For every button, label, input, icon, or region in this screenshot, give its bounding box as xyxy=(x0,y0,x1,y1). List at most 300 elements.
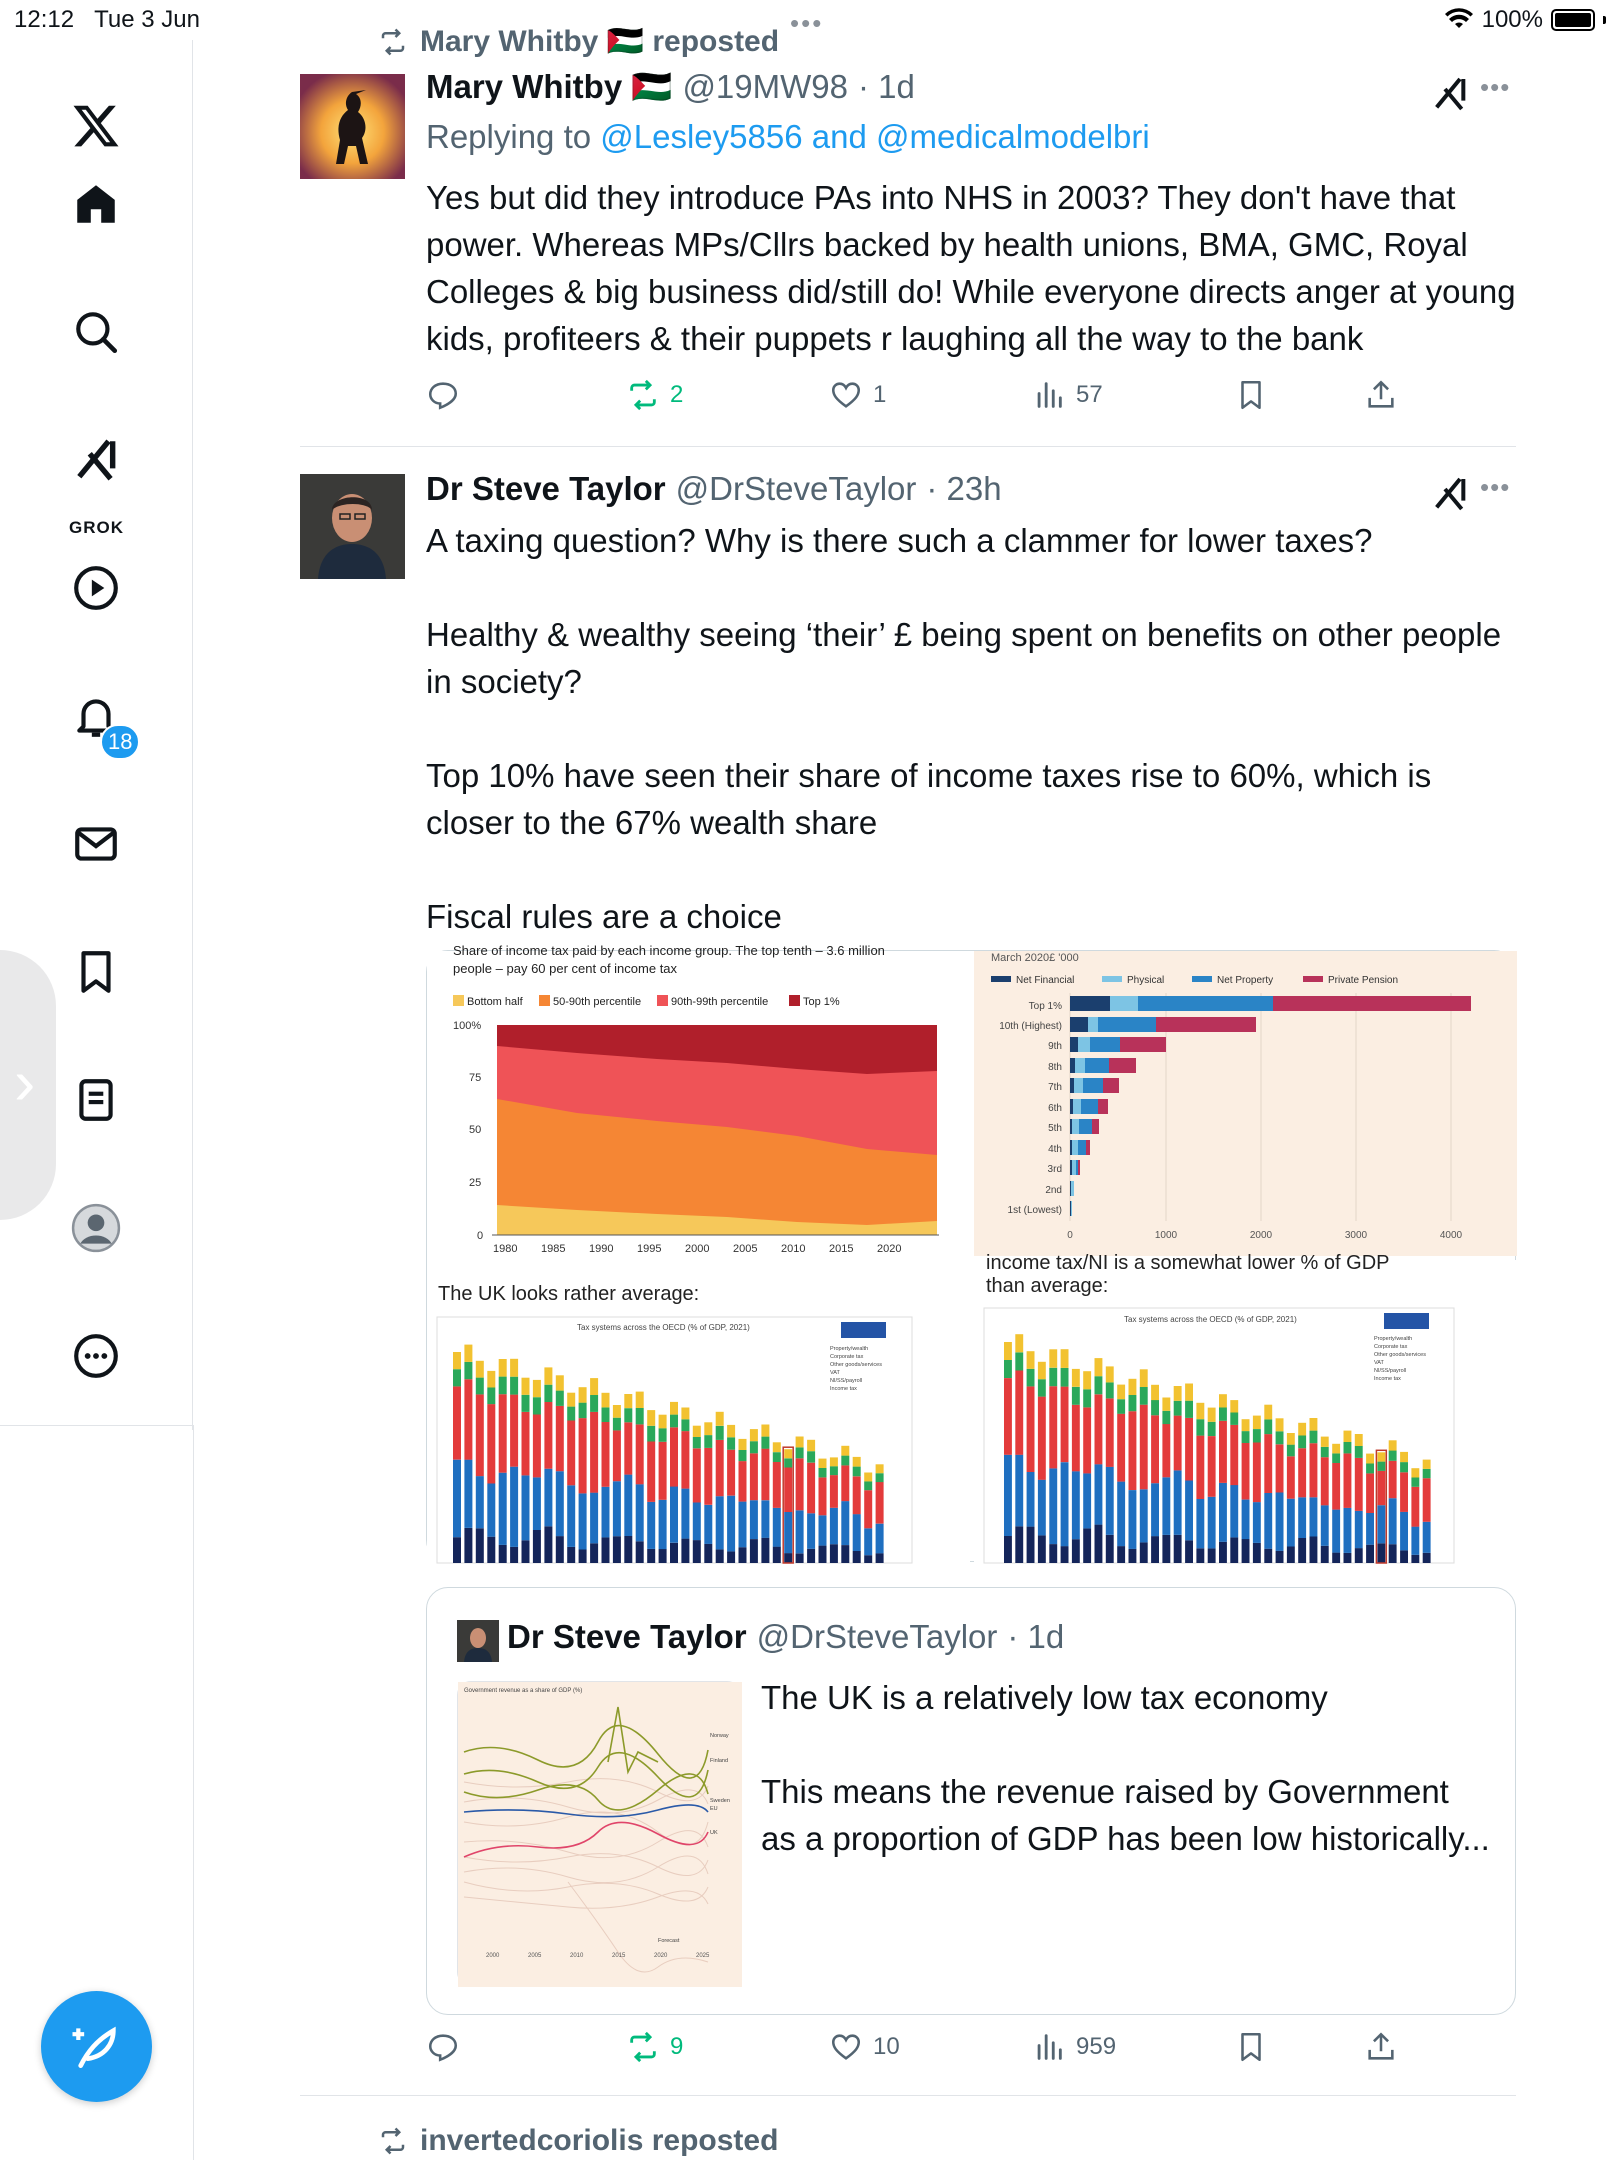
author-handle[interactable]: @19MW98 xyxy=(682,68,848,105)
author-name[interactable]: Dr Steve Taylor xyxy=(426,470,666,507)
oecd-bar-segment xyxy=(1117,1414,1125,1482)
bookmark-icon xyxy=(1234,2030,1268,2064)
oecd-bar-segment xyxy=(1366,1454,1374,1464)
oecd-bar-segment xyxy=(1355,1434,1363,1446)
post-more-icon[interactable]: ••• xyxy=(1480,472,1511,502)
like-count: 10 xyxy=(873,2033,900,2060)
oecd-bar-segment xyxy=(1377,1505,1385,1543)
oecd-bar-segment xyxy=(1174,1535,1182,1563)
author-name[interactable]: Mary Whitby 🇵🇸 xyxy=(426,68,673,105)
heart-icon xyxy=(829,378,863,412)
chart1-ytick-4: 0 xyxy=(477,1230,484,1242)
grok-label: GROK xyxy=(69,518,124,537)
more-options-icon[interactable] xyxy=(58,1318,134,1394)
oecd-bar-segment xyxy=(533,1397,541,1414)
oecd-bar-segment xyxy=(1321,1457,1329,1505)
oecd-bar-segment xyxy=(1264,1549,1272,1563)
oecd-bar-segment xyxy=(1411,1487,1419,1527)
chart2-legend-0: Net Financial xyxy=(1016,975,1075,986)
oecd-bar-segment xyxy=(636,1541,644,1563)
oecd-bar-segment xyxy=(1321,1437,1329,1447)
oecd-bar-segment xyxy=(1027,1472,1035,1527)
oecd-bar-segment xyxy=(750,1539,758,1563)
like-button[interactable] xyxy=(829,2030,900,2064)
oecd-bar-segment xyxy=(1423,1478,1431,1522)
oecd-bar-segment xyxy=(1196,1403,1204,1419)
oecd-bar-segment xyxy=(819,1459,827,1468)
x-logo-icon[interactable] xyxy=(58,88,134,164)
status-date: Tue 3 Jun xyxy=(94,6,200,33)
post-time[interactable]: · 23h xyxy=(926,470,1002,507)
oecd-bar-segment xyxy=(1106,1382,1114,1398)
chart2-subtitle: March 2020£ '000 xyxy=(991,952,1079,964)
oecd-bar-segment xyxy=(1095,1376,1103,1394)
oecd-bar-segment xyxy=(853,1551,861,1563)
oecd-bar-segment xyxy=(1129,1395,1137,1411)
oecd-bar-segment xyxy=(1253,1502,1261,1543)
media-image-oecd-tax-systems[interactable] xyxy=(427,1260,970,1563)
oecd-bar-segment xyxy=(1038,1362,1046,1379)
oecd-bar-segment xyxy=(613,1405,621,1418)
oecd-bar-segment xyxy=(1332,1553,1340,1563)
oecd-bar-segment xyxy=(499,1473,507,1545)
oecd-bar-segment xyxy=(1038,1535,1046,1563)
media-image-oecd-income-tax[interactable] xyxy=(974,1252,1517,1563)
post-author-row[interactable] xyxy=(426,470,1002,508)
oecd-bar-segment xyxy=(1276,1493,1284,1551)
oecd-bar-segment xyxy=(453,1386,461,1459)
chart4-legend-3: VAT xyxy=(1374,1360,1384,1366)
oecd-bar-segment xyxy=(1411,1478,1419,1487)
oecd-bar-segment xyxy=(476,1476,484,1528)
quote-image-xtick-5: 2025 xyxy=(696,1953,710,1959)
oecd-bar-segment xyxy=(533,1415,541,1478)
chart4-inner-title: Tax systems across the OECD (% of GDP, 2021) xyxy=(1124,1315,1297,1324)
oecd-bar-segment xyxy=(1140,1405,1148,1490)
oecd-bar-segment xyxy=(739,1450,747,1461)
oecd-bar-segment xyxy=(807,1451,815,1462)
oecd-bar-segment xyxy=(693,1540,701,1563)
oecd-bar-segment xyxy=(613,1481,621,1536)
oecd-bar-segment xyxy=(1049,1386,1057,1468)
oecd-bar-segment xyxy=(602,1393,610,1408)
oecd-bar-segment xyxy=(670,1427,678,1486)
avatar[interactable] xyxy=(300,74,405,179)
post-time[interactable]: · 1d xyxy=(858,68,915,105)
oecd-bar-segment xyxy=(876,1464,884,1473)
oecd-bar-segment xyxy=(1129,1379,1137,1395)
oecd-bar-segment xyxy=(853,1467,861,1477)
repost-icon xyxy=(626,2030,660,2064)
oecd-bar-segment xyxy=(1242,1500,1250,1540)
oecd-bar-segment xyxy=(1310,1418,1318,1431)
oecd-bar-segment xyxy=(624,1408,632,1422)
oecd-bar-segment xyxy=(636,1392,644,1408)
oecd-bar-segment xyxy=(761,1449,769,1501)
repost-button[interactable] xyxy=(626,2030,683,2064)
oecd-bar-segment xyxy=(1287,1547,1295,1564)
oecd-bar-segment xyxy=(487,1537,495,1563)
grok-explain-icon[interactable] xyxy=(1430,74,1470,114)
views-bars-icon xyxy=(1032,378,1066,412)
quote-media-image[interactable] xyxy=(457,1681,741,1986)
oecd-bar-segment xyxy=(636,1484,644,1541)
oecd-bar-segment xyxy=(1174,1386,1182,1401)
oecd-bar-segment xyxy=(1129,1549,1137,1563)
oecd-bar-segment xyxy=(1196,1548,1204,1563)
avatar[interactable] xyxy=(457,1620,499,1662)
oecd-bar-segment xyxy=(1377,1543,1385,1563)
quote-image-label-3: EU xyxy=(710,1806,718,1812)
oecd-bar-segment xyxy=(544,1367,552,1384)
profile-avatar-icon[interactable] xyxy=(58,1190,134,1266)
oecd-bar-segment xyxy=(1185,1384,1193,1401)
oecd-bar-segment xyxy=(784,1553,792,1563)
oecd-bar-segment xyxy=(1106,1535,1114,1563)
chart1-xtick-1: 1985 xyxy=(541,1243,566,1255)
oecd-bar-segment xyxy=(1015,1455,1023,1527)
quote-time[interactable]: · 1d xyxy=(1007,1618,1065,1655)
chart4-caption-line2: than average: xyxy=(986,1275,1109,1297)
post-text: A taxing question? Why is there such a clammer for lower taxes? Healthy & wealthy seeing ‘their’ £ being spent on benefits on other people in society? Top 10% have seen their share of income taxes rise to 60%, which is closer to the 67% wealth share Fiscal rules are a choice xyxy=(426,522,1502,935)
messages-envelope-icon[interactable] xyxy=(58,806,134,882)
oecd-bar-segment xyxy=(1332,1444,1340,1454)
oecd-bar-segment xyxy=(1095,1464,1103,1524)
oecd-bar-segment xyxy=(1355,1446,1363,1458)
share-upload-icon xyxy=(1364,2030,1398,2064)
oecd-bar-segment xyxy=(1400,1550,1408,1563)
oecd-bar-segment xyxy=(1219,1542,1227,1563)
oecd-bar-segment xyxy=(681,1489,689,1539)
oecd-bar-segment xyxy=(1219,1394,1227,1407)
oecd-bar-segment xyxy=(579,1418,587,1493)
oecd-bar-segment xyxy=(1264,1405,1272,1420)
sidebar xyxy=(0,40,193,1430)
oecd-bar-segment xyxy=(579,1387,587,1403)
oecd-bar-segment xyxy=(464,1379,472,1460)
replying-to xyxy=(426,118,1150,156)
post-author-row[interactable] xyxy=(426,68,915,107)
oecd-bar-segment xyxy=(1298,1497,1306,1538)
oecd-bar-segment xyxy=(1117,1399,1125,1414)
view-count: 57 xyxy=(1076,381,1103,408)
oecd-bar-segment xyxy=(659,1549,667,1563)
oecd-bar-segment xyxy=(1400,1472,1408,1512)
oecd-bar-segment xyxy=(1129,1411,1137,1490)
liverbird-avatar-image xyxy=(300,74,405,179)
bookmark-button[interactable] xyxy=(1234,2030,1268,2064)
compose-post-button[interactable] xyxy=(41,1991,152,2102)
oecd-bar-segment xyxy=(499,1377,507,1395)
oecd-bar-segment xyxy=(624,1394,632,1408)
oecd-bar-segment xyxy=(522,1475,530,1540)
like-button[interactable] xyxy=(829,378,886,412)
quote-image-xtick-1: 2005 xyxy=(528,1953,542,1959)
oecd-bar-segment xyxy=(1276,1431,1284,1444)
compose-feather-icon xyxy=(69,2019,125,2075)
oecd-bar-segment xyxy=(1196,1436,1204,1499)
oecd-bar-segment xyxy=(1185,1401,1193,1418)
oecd-bar-segment xyxy=(487,1484,495,1537)
oecd-bar-segment xyxy=(1015,1352,1023,1370)
oecd-bar-segment xyxy=(1027,1386,1035,1472)
oecd-bar-segment xyxy=(1083,1473,1091,1528)
oecd-bar-segment xyxy=(773,1442,781,1452)
oecd-bar-segment xyxy=(1196,1419,1204,1435)
oecd-bar-segment xyxy=(556,1471,564,1536)
oecd-bar-segment xyxy=(819,1478,827,1516)
oecd-bar-segment xyxy=(876,1524,884,1554)
oecd-bar-segment xyxy=(1321,1505,1329,1546)
oecd-bar-segment xyxy=(1423,1469,1431,1478)
oecd-bar-segment xyxy=(1095,1525,1103,1563)
chart4-legend-5: Income tax xyxy=(1374,1376,1401,1382)
oecd-bar-segment xyxy=(533,1530,541,1563)
oecd-bar-segment xyxy=(1219,1483,1227,1542)
oecd-bar-segment xyxy=(1208,1436,1216,1497)
replying-to-handles[interactable]: @Lesley5856 and @medicalmodelbri xyxy=(600,118,1150,155)
oecd-bar-segment xyxy=(670,1487,678,1543)
oecd-bar-segment xyxy=(1242,1431,1250,1443)
oecd-bar-segment xyxy=(693,1502,701,1540)
oecd-bar-segment xyxy=(1095,1394,1103,1464)
oecd-bar-segment xyxy=(1366,1545,1374,1563)
chart1-legend-0: Bottom half xyxy=(467,996,523,1008)
oecd-bar-segment xyxy=(1049,1349,1057,1367)
chart2-cat-3: 8th xyxy=(1048,1062,1062,1073)
oecd-bar-segment xyxy=(853,1476,861,1514)
oecd-bar-segment xyxy=(773,1547,781,1563)
oecd-bar-segment xyxy=(544,1385,552,1402)
oecd-bar-segment xyxy=(647,1410,655,1426)
lists-icon[interactable] xyxy=(58,1062,134,1138)
reply-button[interactable] xyxy=(426,2030,460,2064)
oecd-bar-segment xyxy=(1310,1537,1318,1564)
chart3-legend-2: Other goods/services xyxy=(830,1362,882,1368)
grok-icon[interactable] xyxy=(58,422,134,498)
oecd-bar-segment xyxy=(727,1437,735,1449)
replying-to-prefix: Replying to xyxy=(426,118,601,155)
oecd-bar-segment xyxy=(464,1362,472,1379)
oecd-bar-segment xyxy=(476,1361,484,1378)
oecd-bar-segment xyxy=(853,1514,861,1551)
views-button[interactable] xyxy=(1032,378,1103,412)
oecd-bar-segment xyxy=(1366,1464,1374,1474)
oecd-bar-segment xyxy=(1321,1546,1329,1563)
oecd-bar-segment xyxy=(1049,1468,1057,1544)
quote-author-row[interactable] xyxy=(507,1618,1064,1656)
oecd-bar-segment xyxy=(1151,1400,1159,1415)
oecd-bar-segment xyxy=(510,1547,518,1563)
oecd-bar-segment xyxy=(1038,1379,1046,1396)
oecd-bar-segment xyxy=(1174,1470,1182,1534)
oecd-bar-segment xyxy=(1287,1445,1295,1457)
oecd-bar-segment xyxy=(1423,1553,1431,1563)
oecd-bar-segment xyxy=(1253,1429,1261,1442)
oecd-bar-segment xyxy=(647,1549,655,1563)
quote-author-handle[interactable]: @DrSteveTaylor xyxy=(756,1618,998,1655)
oecd-bar-segment xyxy=(1411,1555,1419,1563)
repost-context[interactable] xyxy=(378,24,779,59)
chart2-cat-4: 7th xyxy=(1048,1082,1062,1093)
oecd-bar-segment xyxy=(1264,1493,1272,1549)
chart3-legend-4: NI/SS/payroll xyxy=(830,1378,863,1384)
multitask-dots-icon[interactable]: ••• xyxy=(790,8,824,38)
oecd-bar-segment xyxy=(624,1422,632,1474)
oecd-bar-segment xyxy=(1287,1499,1295,1547)
oecd-bar-segment xyxy=(704,1422,712,1435)
oecd-bar-segment xyxy=(453,1537,461,1563)
oecd-bar-segment xyxy=(1072,1539,1080,1563)
oecd-bar-segment xyxy=(1061,1462,1069,1546)
oecd-bar-segment xyxy=(636,1408,644,1424)
chart1-title-line2: people – pay 60 per cent of income tax xyxy=(453,961,678,976)
oecd-bar-segment xyxy=(1344,1431,1352,1442)
oecd-bar-segment xyxy=(1072,1405,1080,1472)
oecd-bar-segment xyxy=(1310,1431,1318,1444)
oecd-bar-segment xyxy=(602,1487,610,1538)
home-icon[interactable] xyxy=(58,166,134,242)
search-icon[interactable] xyxy=(58,294,134,370)
chevron-right-icon: › xyxy=(14,1046,36,1118)
oecd-bar-segment xyxy=(841,1501,849,1545)
sidebar-drawer-handle[interactable] xyxy=(0,950,56,1220)
oecd-bar-segment xyxy=(716,1426,724,1440)
media-image-wealth-deciles[interactable] xyxy=(974,951,1517,1256)
oecd-bar-segment xyxy=(1344,1508,1352,1553)
oecd-bar-segment xyxy=(1117,1482,1125,1547)
author-photo-image xyxy=(300,474,405,579)
oecd-bar-segment xyxy=(533,1477,541,1530)
oecd-bar-segment xyxy=(693,1448,701,1502)
oecd-bar-segment xyxy=(727,1450,735,1496)
repost-button[interactable] xyxy=(626,378,683,412)
chart3-legend-5: Income tax xyxy=(830,1386,857,1392)
view-count: 959 xyxy=(1076,2033,1117,2060)
bookmarks-icon[interactable] xyxy=(58,934,134,1010)
chart1-xtick-2: 1990 xyxy=(589,1243,614,1255)
oecd-bar-segment xyxy=(510,1467,518,1547)
wifi-icon xyxy=(1444,8,1474,32)
chart4-legend-1: Corporate tax xyxy=(1374,1344,1408,1350)
chart1-xtick-5: 2005 xyxy=(733,1243,758,1255)
oecd-bar-segment xyxy=(784,1458,792,1467)
share-button[interactable] xyxy=(1364,2030,1398,2064)
oecd-bar-segment xyxy=(499,1394,507,1473)
oecd-bar-segment xyxy=(830,1475,838,1508)
oecd-bar-segment xyxy=(670,1415,678,1428)
chart3-legend-3: VAT xyxy=(830,1370,840,1376)
chart1-legend-3: Top 1% xyxy=(803,996,840,1008)
oecd-bar-segment xyxy=(1219,1421,1227,1483)
media-image-income-tax-share[interactable] xyxy=(427,943,970,1256)
oecd-bar-segment xyxy=(1400,1512,1408,1551)
chart1-xtick-7: 2015 xyxy=(829,1243,854,1255)
oecd-bar-segment xyxy=(1061,1349,1069,1368)
share-button[interactable] xyxy=(1364,378,1398,412)
chart2-xtick-1: 1000 xyxy=(1154,1230,1178,1241)
chart1-legend-2: 90th-99th percentile xyxy=(671,996,769,1008)
oecd-bar-segment xyxy=(784,1449,792,1458)
quote-image-label-1: Finland xyxy=(710,1758,729,1764)
oecd-bar-segment xyxy=(1219,1408,1227,1421)
oecd-bar-segment xyxy=(1061,1387,1069,1463)
oecd-bar-segment xyxy=(1129,1490,1137,1549)
oecd-bar-segment xyxy=(1106,1399,1114,1467)
oecd-bar-segment xyxy=(1253,1416,1261,1429)
oecd-bar-segment xyxy=(1208,1548,1216,1563)
oecd-bar-segment xyxy=(1140,1542,1148,1563)
oecd-bar-segment xyxy=(624,1536,632,1563)
video-play-icon[interactable] xyxy=(58,550,134,626)
oecd-bar-segment xyxy=(659,1428,667,1442)
oecd-bar-segment xyxy=(533,1380,541,1397)
chart1-xtick-6: 2010 xyxy=(781,1243,806,1255)
oecd-bar-segment xyxy=(590,1378,598,1395)
oecd-bar-segment xyxy=(567,1547,575,1563)
avatar[interactable] xyxy=(300,474,405,579)
oecd-bar-segment xyxy=(681,1408,689,1420)
oecd-bar-segment xyxy=(624,1475,632,1536)
oecd-bar-segment xyxy=(499,1359,507,1377)
quote-author-name[interactable]: Dr Steve Taylor xyxy=(507,1618,747,1655)
oecd-bar-segment xyxy=(670,1402,678,1415)
oecd-bar-segment xyxy=(464,1345,472,1362)
chart1-xtick-0: 1980 xyxy=(493,1243,518,1255)
views-button[interactable] xyxy=(1032,2030,1116,2064)
share-upload-icon xyxy=(1364,378,1398,412)
chart4-legend-0: Property/wealth xyxy=(1374,1336,1413,1342)
bookmark-button[interactable] xyxy=(1234,378,1268,412)
chart1-xtick-8: 2020 xyxy=(877,1243,902,1255)
chart4-caption-line1: income tax/NI is a somewhat lower % of GDP xyxy=(986,1252,1390,1274)
oecd-bar-segment xyxy=(613,1430,621,1481)
oecd-bar-segment xyxy=(727,1496,735,1552)
oecd-bar-segment xyxy=(1117,1385,1125,1400)
oecd-bar-segment xyxy=(1389,1498,1397,1544)
oecd-bar-segment xyxy=(556,1406,564,1471)
next-repost-label: invertedcoriolis reposted xyxy=(420,2124,779,2157)
oecd-bar-segment xyxy=(522,1540,530,1563)
oecd-bar-segment xyxy=(1038,1480,1046,1536)
quote-image-label-2: Sweden xyxy=(710,1798,730,1804)
reply-button[interactable] xyxy=(426,378,460,412)
media-grid[interactable] xyxy=(426,943,1516,1562)
quoted-post[interactable] xyxy=(426,1587,1516,2015)
oecd-bar-segment xyxy=(1276,1418,1284,1431)
oecd-bar-segment xyxy=(796,1458,804,1510)
oecd-bar-segment xyxy=(864,1490,872,1528)
oecd-bar-segment xyxy=(1004,1378,1012,1455)
repost-context[interactable] xyxy=(378,2124,778,2158)
oecd-bar-segment xyxy=(704,1505,712,1544)
oecd-bar-segment xyxy=(807,1513,815,1549)
oecd-bar-segment xyxy=(784,1512,792,1553)
post-more-icon[interactable]: ••• xyxy=(1480,72,1511,102)
author-handle[interactable]: @DrSteveTaylor xyxy=(675,470,917,507)
oecd-bar-segment xyxy=(1332,1510,1340,1553)
oecd-bar-segment xyxy=(876,1482,884,1524)
oecd-bar-segment xyxy=(864,1555,872,1563)
oecd-bar-segment xyxy=(1264,1419,1272,1434)
chart2-cat-6: 5th xyxy=(1048,1123,1062,1134)
grok-explain-icon[interactable] xyxy=(1430,474,1470,514)
chart2-cat-2: 9th xyxy=(1048,1041,1062,1052)
oecd-bar-segment xyxy=(659,1442,667,1500)
oecd-bar-segment xyxy=(1310,1443,1318,1497)
oecd-bar-segment xyxy=(1208,1497,1216,1549)
chart1-xtick-3: 1995 xyxy=(637,1243,662,1255)
